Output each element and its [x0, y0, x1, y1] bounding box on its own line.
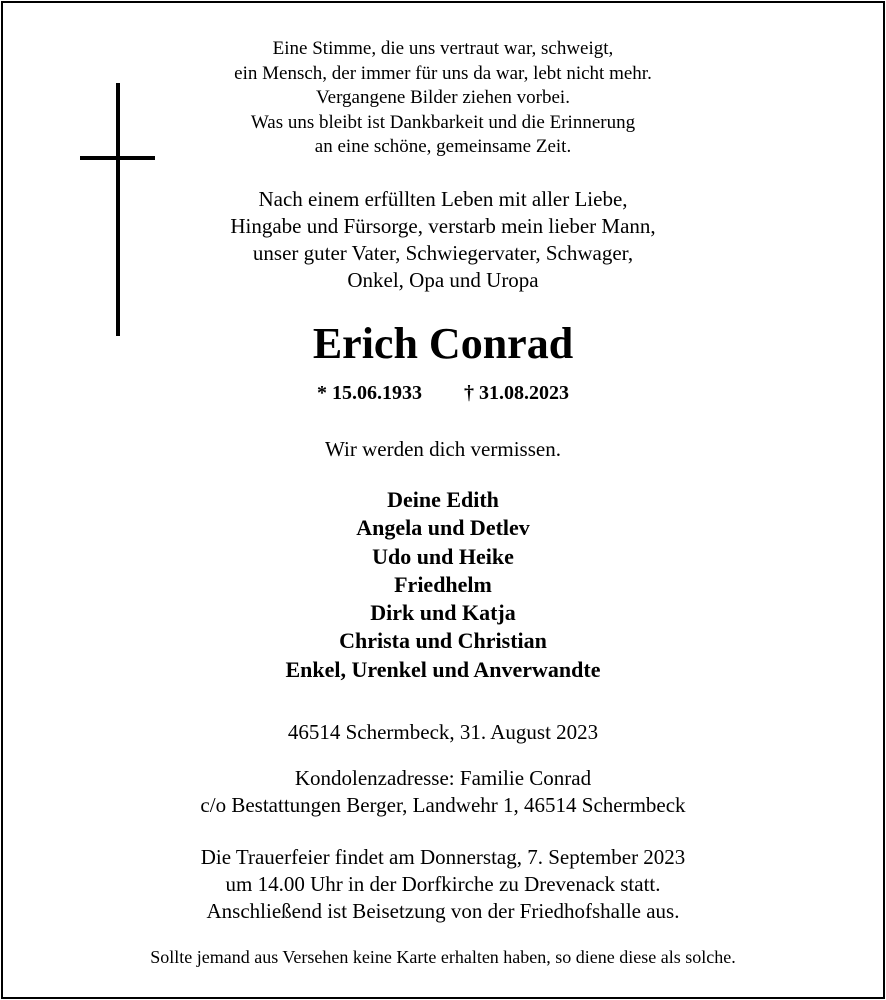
life-dates: [0, 378, 886, 408]
place-date: 46514 Schermbeck, 31. August 2023: [287, 720, 599, 744]
family-member: Christa und Christian: [339, 628, 547, 654]
family-list: [0, 486, 886, 684]
intro-line: Onkel, Opa und Uropa: [347, 268, 539, 292]
service-line: Die Trauerfeier findet am Donnerstag, 7. September 2023: [200, 845, 686, 869]
intro-line: Hingabe und Fürsorge, verstarb mein lieber Mann,: [230, 214, 656, 238]
family-member: Angela und Detlev: [356, 515, 530, 541]
funeral-service-info: [0, 844, 886, 925]
family-member: Udo und Heike: [372, 543, 514, 569]
intro-line: unser guter Vater, Schwiegervater, Schwager,: [252, 241, 634, 265]
condolence-line: Kondolenzadresse: Familie Conrad: [294, 766, 592, 790]
verse-line: Vergangene Bilder ziehen vorbei.: [316, 87, 570, 108]
footer-note: Sollte jemand aus Versehen keine Karte erhalten haben, so diene diese als solche.: [150, 947, 736, 967]
family-member: Deine Edith: [387, 487, 499, 512]
death-date: † 31.08.2023: [464, 382, 569, 404]
condolence-line: c/o Bestattungen Berger, Landwehr 1, 46514 Schermbeck: [200, 793, 686, 817]
intro-line: Nach einem erfüllten Leben mit aller Liebe,: [258, 187, 628, 211]
birth-date: * 15.06.1933: [317, 382, 422, 404]
verse-line: Eine Stimme, die uns vertraut war, schweigt,: [272, 38, 614, 59]
deceased-name: Erich Conrad: [312, 319, 574, 368]
family-member: Enkel, Urenkel und Anverwandte: [285, 656, 601, 682]
intro-block: [0, 186, 886, 294]
miss-line: Wir werden dich vermissen.: [325, 437, 561, 461]
service-line: um 14.00 Uhr in der Dorfkirche zu Drevenack statt.: [225, 872, 661, 896]
verse-block: [0, 37, 886, 160]
family-member: Dirk und Katja: [370, 600, 516, 626]
condolence-address: [0, 765, 886, 819]
verse-line: ein Mensch, der immer für uns da war, lebt nicht mehr.: [234, 62, 652, 84]
verse-line: an eine schöne, gemeinsame Zeit.: [314, 136, 572, 157]
verse-line: Was uns bleibt ist Dankbarkeit und die Erinnerung: [250, 111, 636, 133]
service-line: Anschließend ist Beisetzung von der Friedhofshalle aus.: [206, 899, 680, 923]
family-member: Friedhelm: [394, 571, 492, 597]
